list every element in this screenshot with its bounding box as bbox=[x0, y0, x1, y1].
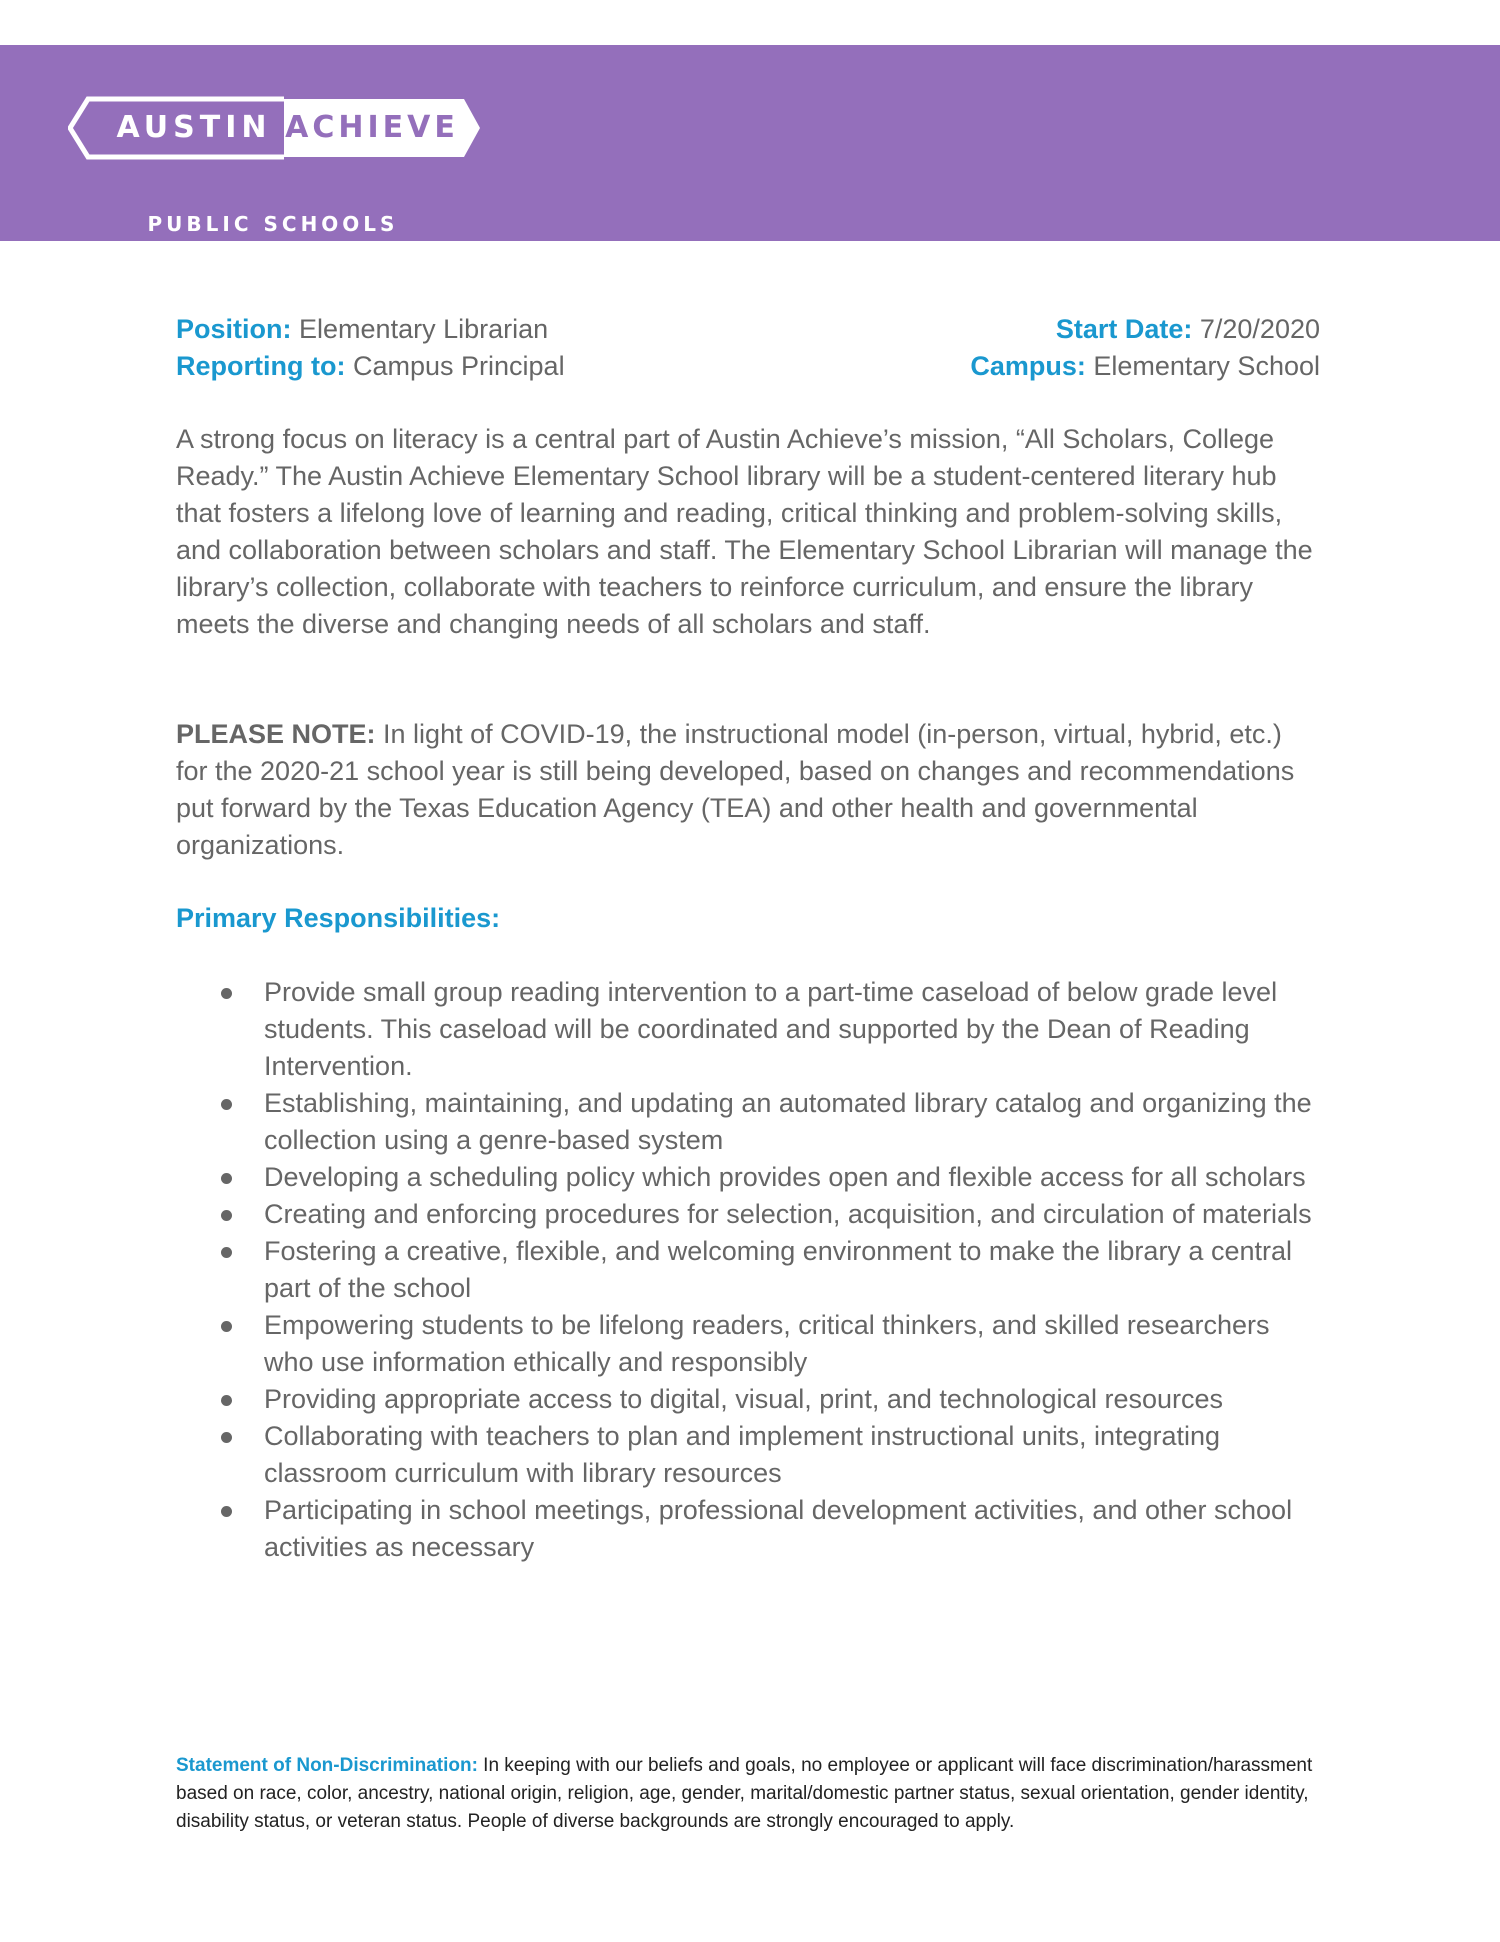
bullet-icon bbox=[221, 1395, 232, 1406]
position-value: Elementary Librarian bbox=[299, 314, 549, 344]
header-banner bbox=[0, 45, 1500, 241]
list-item-text: Fostering a creative, flexible, and welcoming environment to make the library a central part of the school bbox=[264, 1236, 1292, 1303]
list-item bbox=[176, 1492, 1320, 1566]
campus-field bbox=[970, 348, 1320, 385]
reporting-field bbox=[176, 348, 565, 385]
start-date-value: 7/20/2020 bbox=[1199, 314, 1320, 344]
reporting-label: Reporting to: bbox=[176, 351, 346, 381]
start-date-field bbox=[1056, 311, 1320, 348]
bullet-icon bbox=[221, 1247, 232, 1258]
bullet-icon bbox=[221, 1432, 232, 1443]
bullet-icon bbox=[221, 1506, 232, 1517]
bullet-icon bbox=[221, 988, 232, 999]
position-field bbox=[176, 311, 548, 348]
responsibilities-heading: Primary Responsibilities: bbox=[176, 903, 501, 933]
bullet-icon bbox=[221, 1210, 232, 1221]
position-label: Position: bbox=[176, 314, 292, 344]
list-item-text: Empowering students to be lifelong readers, critical thinkers, and skilled researchers who use information ethically and responsibly bbox=[264, 1310, 1270, 1377]
note-label: PLEASE NOTE: bbox=[176, 719, 376, 749]
campus-label: Campus: bbox=[970, 351, 1086, 381]
list-item bbox=[176, 974, 1320, 1085]
intro-paragraph: A strong focus on literacy is a central part of Austin Achieve’s mission, “All Scholars, College Ready.” The Austin Achieve Elementary School library will be a student-centered literary hub that fosters a lifelong love of learning and reading, critical thinking and problem-solving skills, and collaboration between scholars and staff. The Elementary School Librarian will manage the library’s collection, collaborate with teachers to reinforce curriculum, and ensure the library meets the diverse and changing needs of all scholars and staff. bbox=[176, 424, 1313, 639]
list-item bbox=[176, 1381, 1320, 1418]
footer-text: In keeping with our beliefs and goals, no employee or applicant will face discrimination/harassment based on race, color, ancestry, national origin, religion, age, gender, marital/domestic partner status, sexual orientation, gender identity, disability status, or veteran status. People of diverse backgrounds are strongly encouraged to apply. bbox=[176, 1755, 1313, 1832]
list-item bbox=[176, 1307, 1320, 1381]
list-item bbox=[176, 1085, 1320, 1159]
campus-value: Elementary School bbox=[1093, 351, 1320, 381]
start-date-label: Start Date: bbox=[1055, 314, 1193, 344]
list-item-text: Providing appropriate access to digital, visual, print, and technological resources bbox=[264, 1384, 1224, 1414]
list-item bbox=[176, 1159, 1320, 1196]
list-item bbox=[176, 1233, 1320, 1307]
meta-row-2 bbox=[176, 348, 1320, 385]
logo-subtitle: PUBLIC SCHOOLS bbox=[147, 212, 399, 236]
school-logo bbox=[68, 95, 488, 236]
list-item bbox=[176, 1418, 1320, 1492]
job-meta bbox=[176, 311, 1320, 385]
logo-word-achieve: ACHIEVE bbox=[285, 110, 459, 145]
note-text: In light of COVID-19, the instructional model (in-person, virtual, hybrid, etc.) for the 2020-21 school year is still being developed, based on changes and recommendations put forward by the Texas Education Agency (TEA) and other health and governmental organizations. bbox=[176, 719, 1295, 860]
bullet-icon bbox=[221, 1321, 232, 1332]
meta-row-1 bbox=[176, 311, 1320, 348]
responsibilities-list bbox=[176, 974, 1320, 1566]
logo-word-austin: AUSTIN bbox=[116, 110, 272, 145]
list-item-text: Participating in school meetings, professional development activities, and other school activities as necessary bbox=[264, 1495, 1293, 1562]
list-item-text: Establishing, maintaining, and updating an automated library catalog and organizing the collection using a genre-based system bbox=[264, 1088, 1312, 1155]
bullet-icon bbox=[221, 1173, 232, 1184]
list-item-text: Collaborating with teachers to plan and implement instructional units, integrating classroom curriculum with library resources bbox=[264, 1421, 1221, 1488]
footer-label: Statement of Non-Discrimination: bbox=[176, 1755, 478, 1776]
bullet-icon bbox=[221, 1099, 232, 1110]
reporting-value: Campus Principal bbox=[352, 351, 565, 381]
list-item bbox=[176, 1196, 1320, 1233]
non-discrimination-statement bbox=[176, 1752, 1366, 1836]
covid-note bbox=[176, 716, 1320, 864]
list-item-text: Developing a scheduling policy which provides open and flexible access for all scholars bbox=[264, 1162, 1306, 1192]
list-item-text: Provide small group reading intervention to a part-time caseload of below grade level students. This caseload will be coordinated and supported by the Dean of Reading Intervention. bbox=[264, 977, 1278, 1081]
list-item-text: Creating and enforcing procedures for selection, acquisition, and circulation of materials bbox=[264, 1199, 1312, 1229]
